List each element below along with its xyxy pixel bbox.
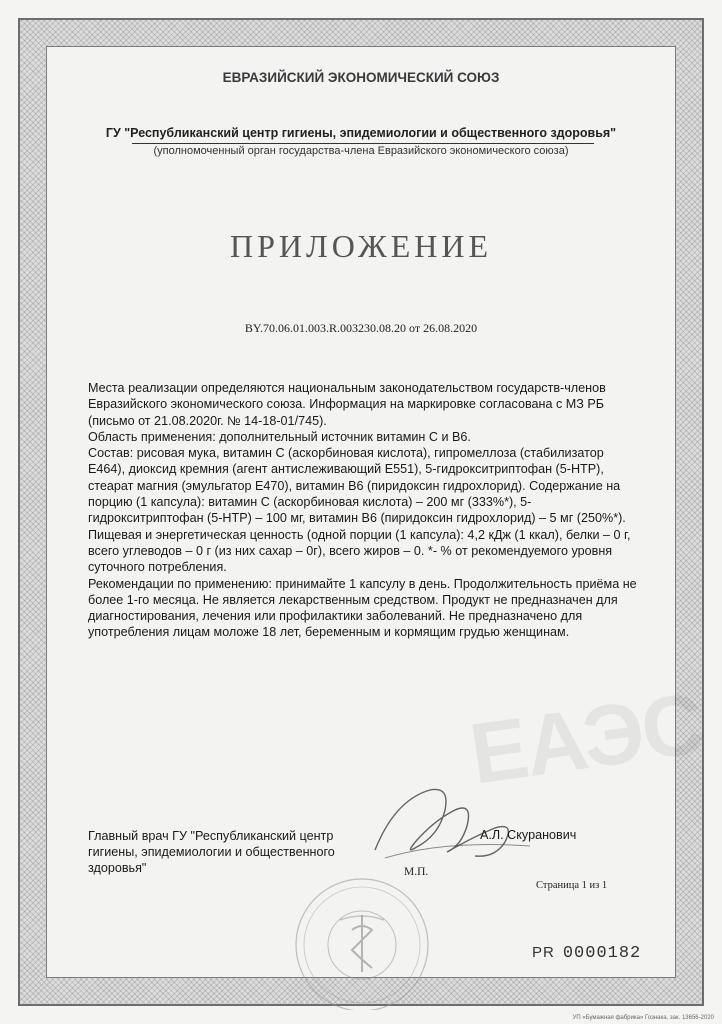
registration-number: BY.70.06.01.003.R.003230.08.20 от 26.08.2020 [244, 321, 478, 335]
serial-number [532, 944, 641, 963]
signatory-position: Главный врач ГУ "Республиканский центр гигиены, эпидемиологии и общественного здоровья" [88, 829, 335, 875]
stamp-place: М.П. [404, 866, 429, 878]
organization-underline [132, 143, 594, 144]
serial-digits: 0000182 [562, 944, 642, 963]
page-number: Страница 1 из 1 [536, 880, 608, 891]
printer-note: УП «Бумажная фабрика» Гознака, зак. 13656-2020 [572, 1015, 714, 1021]
organization-name: ГУ "Республиканский центр гигиены, эпидемиологии и общественного здоровья" [105, 126, 617, 140]
signatory-name: А.Л. Скуранович [480, 828, 577, 842]
union-heading: ЕВРАЗИЙСКИЙ ЭКОНОМИЧЕСКИЙ СОЮЗ [222, 70, 500, 85]
body-text: Места реализации определяются национальным законодательством государств-членов Евразийского экономического союза. Информация на маркировке согласована с МЗ РБ (письмо от 21.08.2020г. № 14-18-01/745). Область применения: дополнительный источник витамин С и В6. Состав: рисовая мука, витамин С (аскорбиновая кислота), гипромеллоза (стабилизатор Е464), диоксид кремния (агент антислеживающий Е551), 5-гидрокситриптофан (5-НТР), стеарат магния (эмульгатор Е470), витамин В6 (пиридоксин гидрохлорид). Содержание на порцию (1 капсула): витамин С (аскорбиновая кислота) – 200 мг (333%*), 5-гидрокситриптофан (5-НТР) – 100 мг, витамин В6 (пиридоксин гидрохлорид) – 5 мг (250%*). Пищевая и энергетическая ценность (одной порции (1 капсула): 4,2 кДж (1 ккал), белки – 0 г, всего углеводов – 0 г (из них сахар – 0г), всего жиров – 0. *- % от рекомендуемого уровня суточного потребления. Рекомендации по применению: принимайте 1 капсулу в день. Продолжительность приёма не более 1-го месяца. Не является лекарственным средством. Продукт не предназначен для диагностирования, лечения или профилактики заболеваний. Не предназначено для употребления лицам моложе 18 лет, беременным и кормящим грудью женщинам. [88, 381, 637, 640]
serial-prefix: PR [532, 944, 555, 961]
watermark-text: ЕАЭС [464, 675, 709, 803]
page-title: ПРИЛОЖЕНИЕ [229, 228, 492, 264]
signature-mark [355, 770, 545, 880]
seal-stamp [282, 860, 442, 1010]
organization-note: (уполномоченный орган государства-члена Евразийского экономического союза) [153, 145, 569, 157]
